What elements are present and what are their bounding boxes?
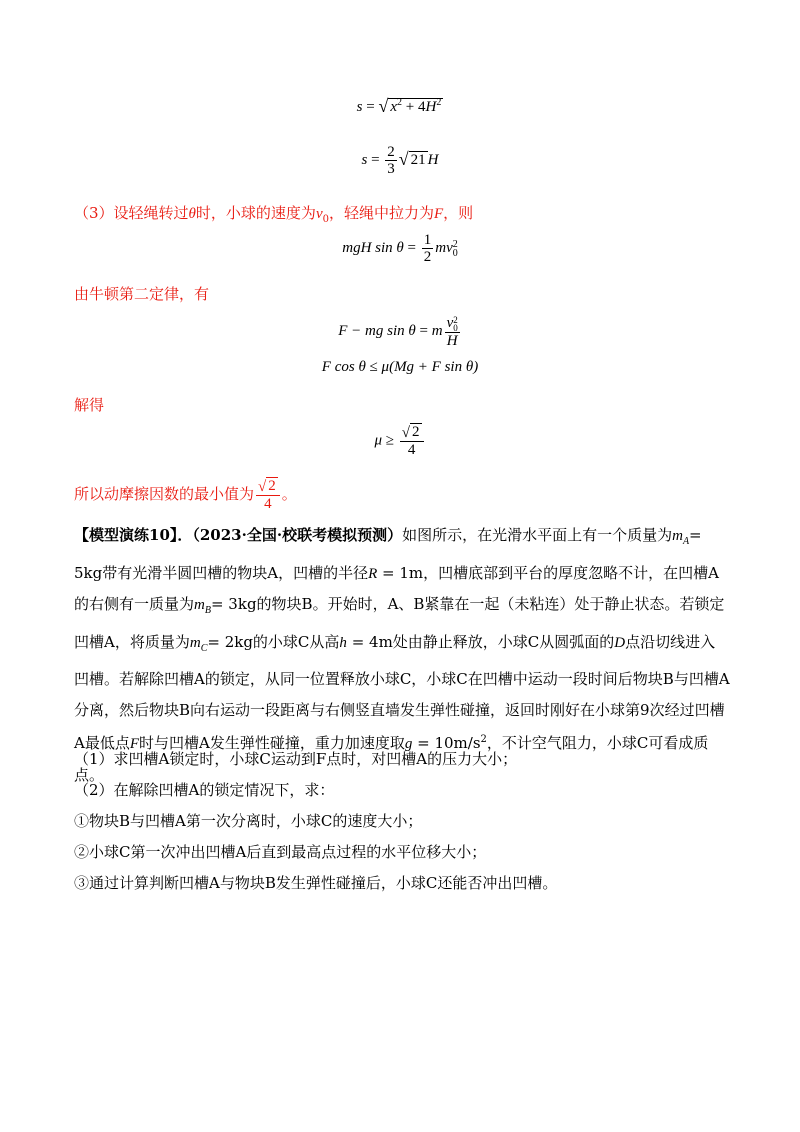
problem-text-2: = 5kg带有光滑半圆凹槽的物块A，凹槽的半径 (74, 526, 702, 582)
eq4-sup: 2 (453, 314, 458, 325)
problem-title: 【模型演练10】 (74, 526, 178, 544)
problem-text-6: = 3kg的物块B。开始时，A、B紧靠在一起（未粘连）处于静止状态。若锁定凹槽A，将质量为 (74, 595, 725, 651)
eq3-sup: 2 (452, 238, 458, 250)
problem-mB: $m_B$ (194, 597, 211, 616)
part3-v-sub: 0 (322, 214, 329, 225)
eq4-fraction (445, 315, 460, 349)
conclusion-end: 。 (281, 485, 297, 503)
problem-mC: $m_C$ (189, 634, 208, 654)
eq3-rhs: mv (435, 239, 453, 256)
problem-mA: $m_A$ (672, 528, 690, 547)
part3-v: v (315, 206, 323, 222)
problem-text-4: = 1m，凹槽底部到平台的厚度忽略不计，在凹槽A的右侧有一质量为 (74, 563, 719, 613)
part3-mid: 时，小球的速度为 (195, 204, 316, 222)
eq2-den: 3 (387, 161, 395, 177)
problem-text-14: 时与凹槽A发生弹性碰撞，重力加速度取 (139, 734, 405, 752)
equation-distance-sqrt: s = √ $x^2 + 4H^2$ (356, 96, 442, 116)
problem-D: D (614, 634, 626, 651)
conclusion-fraction: $\frac{√ 2}{4}$ (256, 478, 280, 512)
eq4-den: H (446, 332, 458, 349)
problem-text-8: = 2kg的小球C从高 (207, 632, 340, 651)
solve-text: 解得 (74, 396, 105, 414)
part3-theta: θ (188, 206, 196, 222)
problem-source: ．（2023·全国·校联考模拟预测） (177, 526, 403, 544)
eq6-den: 4 (400, 441, 424, 458)
equation-energy: mgH sin θ = $\frac{1}{2}$ mv 2 0 (342, 232, 458, 265)
eq4-v: v (446, 315, 454, 331)
part3-end: ，则 (443, 204, 474, 222)
eq4-lhs: F − mg sin θ (338, 323, 416, 340)
problem-text-12: 点沿切线进入凹槽。若解除凹槽A的锁定，从同一位置释放小球C，小球C在凹槽中运动一段时间后物块B与凹槽A分离，然后物块B向右运动一段距离与右侧竖直墙发生弹性碰撞，返回时刚好在小球第9次经过凹槽A最低点 (74, 632, 730, 752)
eq3-lhs: mgH sin θ (342, 239, 404, 256)
eq3-num: 1 (423, 232, 432, 248)
problem-h: h (339, 634, 347, 651)
eq4-m: m (431, 323, 443, 340)
problem-text-16: = 10m/s (412, 734, 481, 752)
problem-R: R (368, 565, 378, 582)
newton-law-text: 由牛顿第二定律，有 (74, 285, 210, 303)
part3-intro (74, 202, 473, 225)
eq2-fraction (385, 144, 397, 177)
eq1-x: x (390, 99, 398, 115)
question-2: （2）在解除凹槽A的锁定情况下，求： (74, 781, 335, 799)
question-2-1: ①物块B与凹槽A第一次分离时，小球C的速度大小； (74, 812, 423, 830)
eq1-sqrt: √ $x^2 + 4H^2$ (378, 96, 442, 116)
question-1: （1）求凹槽A锁定时，小球C运动到F点时，对凹槽A的压力大小； (74, 750, 518, 768)
problem-F: F (129, 736, 140, 752)
eq2-lhs: s (361, 151, 368, 168)
eq2-num: 2 (387, 144, 395, 160)
eq1-H-exp: 2 (436, 97, 442, 108)
eq2-var: H (427, 151, 439, 168)
equation-friction (0, 359, 800, 376)
problem-exp: 2 (480, 734, 487, 745)
part3-F: F (434, 206, 444, 222)
conclusion (74, 478, 297, 512)
problem-text-18: ，不计空气阻力，小球C可看成质点。 (74, 734, 709, 784)
question-2-3: ③通过计算判断凹槽A与物块B发生弹性碰撞后，小球C还能否冲出凹槽。 (74, 874, 558, 892)
question-2-2: ②小球C第一次冲出凹槽A后直到最高点过程的水平位移大小； (74, 843, 487, 861)
eq5-text: F cos θ ≤ μ(Mg + F sin θ) (321, 359, 479, 375)
problem-g: g (404, 736, 413, 752)
equation-mu (0, 424, 800, 458)
eq6-root: 2 (412, 424, 420, 440)
eq1-x-exp: 2 (397, 97, 403, 108)
eq4-sub: 0 (453, 322, 458, 333)
problem-text-0: 如图所示，在光滑水平面上有一个质量为 (402, 526, 673, 544)
conclusion-root: 2 (268, 478, 276, 494)
eq2-root: 21 (410, 151, 426, 168)
eq1-lhs: s (356, 99, 363, 115)
eq1-H: H (425, 99, 437, 115)
conclusion-text: 所以动摩擦因数的最小值为 (74, 485, 255, 503)
eq6-fraction: $\frac{√ 2}{4}$ (400, 424, 424, 458)
eq2-sqrt: √ 21 (398, 148, 426, 169)
eq3-fraction (422, 232, 434, 265)
equation-distance-result: s = $\frac{2}{3}$ √ 21 H (361, 144, 439, 177)
part3-label: （3）设轻绳转过 (74, 204, 189, 222)
eq6-lhs: μ ≥ (374, 432, 395, 449)
problem-text-10: = 4m处由静止释放，小球C从圆弧面的 (346, 632, 615, 651)
conclusion-den: 4 (256, 495, 280, 512)
eq3-sub: 0 (452, 247, 458, 259)
eq1-mid: + 4 (402, 99, 426, 115)
part3-mid2: ，轻绳中拉力为 (328, 204, 434, 222)
eq3-den: 2 (423, 249, 432, 265)
equation-newton: F − mg sin θ = m v 2 0 H (338, 314, 458, 349)
